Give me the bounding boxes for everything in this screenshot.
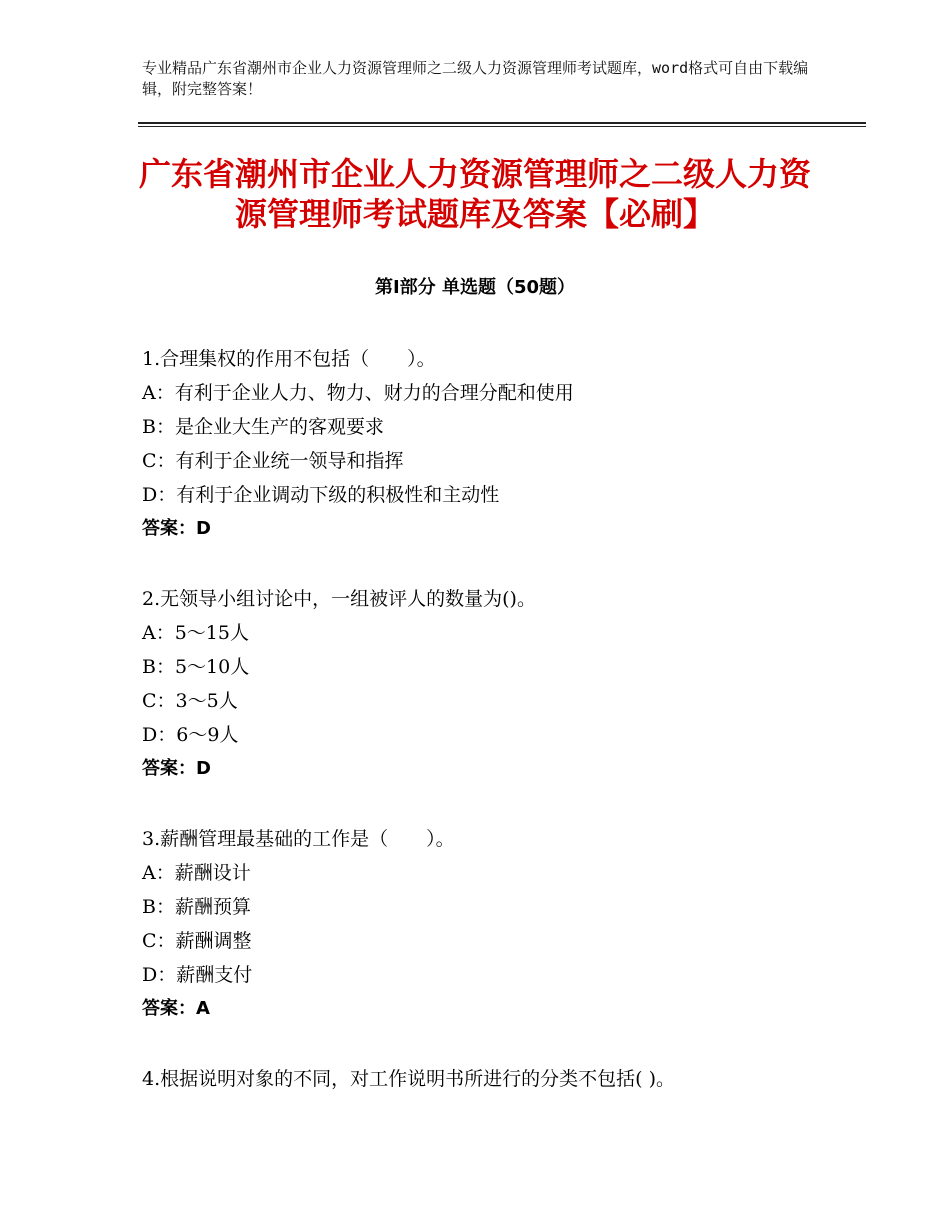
option-b: B：5～10人	[142, 656, 250, 678]
section-title: 第Ⅰ部分 单选题（50题）	[374, 277, 575, 298]
question-2	[142, 582, 842, 786]
option-b: B：是企业大生产的客观要求	[142, 416, 384, 438]
option-d: D：有利于企业调动下级的积极性和主动性	[142, 484, 500, 506]
option-a: A：5～15人	[142, 622, 249, 644]
answer-label: 答案：D	[142, 518, 211, 539]
question-1	[142, 342, 842, 546]
option-a: A：薪酬设计	[142, 862, 251, 884]
option-b: B：薪酬预算	[142, 896, 251, 918]
option-d: D：6～9人	[142, 724, 239, 746]
option-c: C：有利于企业统一领导和指挥	[142, 450, 404, 472]
answer-label: 答案：D	[142, 758, 211, 779]
question-3	[142, 822, 842, 1026]
question-4	[142, 1062, 842, 1096]
option-c: C：薪酬调整	[142, 930, 252, 952]
question-list	[142, 342, 842, 1132]
header-divider-thin	[138, 126, 866, 127]
answer-label: 答案：A	[142, 998, 210, 1019]
option-c: C：3～5人	[142, 690, 238, 712]
header-divider-thick	[138, 122, 866, 124]
option-d: D：薪酬支付	[142, 964, 253, 986]
document-title: 广东省潮州市企业人力资源管理师之二级人力资源管理师考试题库及答案【必刷】	[138, 155, 811, 233]
option-a: A：有利于企业人力、物力、财力的合理分配和使用	[142, 382, 574, 404]
question-stem: 3.薪酬管理最基础的工作是（ ）。	[142, 828, 455, 850]
question-stem: 2.无领导小组讨论中，一组被评人的数量为()。	[142, 588, 536, 610]
header-note: 专业精品广东省潮州市企业人力资源管理师之二级人力资源管理师考试题库，word格式可自由下载编辑，附完整答案！	[142, 59, 809, 98]
question-stem: 4.根据说明对象的不同，对工作说明书所进行的分类不包括( )。	[142, 1068, 675, 1090]
question-stem: 1.合理集权的作用不包括（ ）。	[142, 348, 436, 370]
